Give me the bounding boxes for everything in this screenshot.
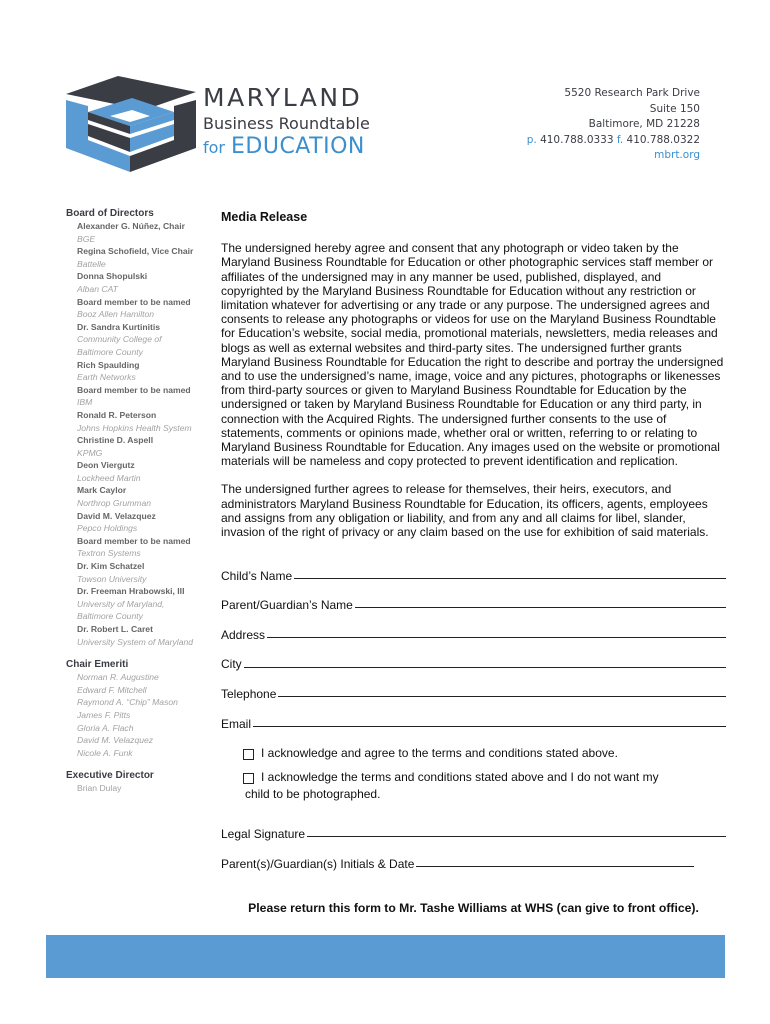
telephone-label: Telephone xyxy=(221,687,277,702)
board-member-affiliation: Pepco Holdings xyxy=(77,523,138,534)
media-release-form xyxy=(221,210,726,871)
website-link[interactable]: mbrt.org xyxy=(654,149,700,162)
board-member-affiliation: Booz Allen Hamilton xyxy=(77,309,155,320)
emeritus-name: James F. Pitts xyxy=(77,709,131,720)
contact-block xyxy=(527,86,700,164)
sidebar xyxy=(66,207,206,795)
board-heading: Board of Directors xyxy=(66,208,154,219)
phone-number: 410.788.0333 xyxy=(540,133,614,146)
exec-heading: Executive Director xyxy=(66,770,154,782)
board-member-affiliation: Northrop Grumman xyxy=(77,498,152,509)
decline-label-line2: child to be photographed. xyxy=(245,786,381,801)
decline-label-line1: I acknowledge the terms and conditions stated above and I do not want my xyxy=(261,769,659,784)
guardian-name-line[interactable] xyxy=(355,595,726,608)
board-member-affiliation: Earth Networks xyxy=(77,372,136,383)
org-name-for: for xyxy=(203,138,225,157)
board-member-name: Regina Schofield, Vice Chair xyxy=(77,246,194,257)
footer-bar xyxy=(46,935,725,978)
street-address: 5520 Research Park Drive xyxy=(564,87,700,99)
board-member-name: Rich Spaulding xyxy=(77,359,140,370)
decline-checkbox-row[interactable] xyxy=(243,771,726,803)
emeritus-name: Nicole A. Funk xyxy=(77,747,133,758)
board-member-affiliation: BGE xyxy=(77,233,96,244)
city-line[interactable] xyxy=(244,655,726,668)
board-member-name: Board member to be named xyxy=(77,535,191,546)
city-state-zip: Baltimore, MD 21228 xyxy=(588,118,700,131)
board-member-name: Dr. Robert L. Caret xyxy=(77,624,153,634)
emeritus-name: Raymond A. “Chip” Mason xyxy=(77,697,178,708)
guardian-name-field[interactable] xyxy=(221,583,726,613)
board-member-affiliation: Alban CAT xyxy=(77,283,118,294)
suite: Suite 150 xyxy=(649,102,700,115)
agree-checkbox-row[interactable] xyxy=(243,747,726,762)
child-name-line[interactable] xyxy=(294,566,726,579)
board-member-name: Dr. Freeman Hrabowski, III xyxy=(77,586,185,597)
org-name-line2: Business Roundtable xyxy=(203,114,370,133)
address-field[interactable] xyxy=(221,612,726,642)
board-member-name: Dr. Sandra Kurtinitis xyxy=(77,321,161,332)
agree-checkbox[interactable] xyxy=(243,749,254,760)
city-field[interactable] xyxy=(221,642,726,672)
board-member-affiliation: Community College of xyxy=(77,334,162,345)
board-member-affiliation: KPMG xyxy=(77,447,103,458)
board-member-name: Christine D. Aspell xyxy=(77,435,154,446)
decline-checkbox[interactable] xyxy=(243,773,254,784)
board-member-name: David M. Velazquez xyxy=(77,510,156,521)
board-member-affiliation: Textron Systems xyxy=(77,548,141,559)
phone-fax-line xyxy=(527,133,700,149)
org-name-education: EDUCATION xyxy=(231,134,365,159)
board-member-affiliation: University System of Maryland xyxy=(77,636,194,647)
legal-signature-field[interactable] xyxy=(221,812,726,842)
legal-signature-line[interactable] xyxy=(307,824,726,837)
board-member-name: Board member to be named xyxy=(77,296,191,307)
emeritus-name: David M. Velazquez xyxy=(77,735,154,746)
city-label: City xyxy=(221,657,242,672)
return-instructions: Please return this form to Mr. Tashe Williams at WHS (can give to front office). xyxy=(248,901,699,915)
fax-label: f. xyxy=(616,133,624,146)
agree-checkbox-label: I acknowledge and agree to the terms and conditions stated above. xyxy=(261,745,618,760)
board-member-affiliation: Baltimore County xyxy=(77,611,143,622)
board-member-affiliation: Baltimore County xyxy=(77,346,143,357)
child-name-field[interactable] xyxy=(221,553,726,583)
exec-name: Brian Dulay xyxy=(77,783,122,794)
telephone-field[interactable] xyxy=(221,672,726,702)
telephone-line[interactable] xyxy=(278,684,726,697)
child-name-label: Child’s Name xyxy=(221,568,293,583)
board-member-affiliation: Towson University xyxy=(77,573,147,584)
consent-checkboxes xyxy=(221,747,726,803)
board-member-name: Deon Viergutz xyxy=(77,460,135,471)
signature-fields xyxy=(221,812,726,871)
emeriti-list xyxy=(66,671,206,759)
paragraph-consent: The undersigned hereby agree and consent that any photograph or video taken by the Maryland Business Roundtable for Education or other photographic services staff member or affiliates of the undersigned may in any manner be used, published, displayed, and copyrighted by the Maryland Business Roundtable for Education without any restriction or limitation whatever for advertising or any trade or any purpose. The undersigned agrees and consents to release any photographs or videos for use on the Maryland Business Roundtable for Education’s website, social media, promotional materials, newsletters, media releases and blogs as well as external websites and third-party sites. The undersigned further grants Maryland Business Roundtable for Education the right to describe and portray the undersigned and to use the undersigned’s name, image, voice and any pictures, photographs or likenesses from third-party sources or given to Maryland Business Roundtable for Education by the undersigned or taken by Maryland Business Roundtable for Education or any third party, in connection with the Acquired Rights. The undersigned further consents to the use of statements, comments or opinions made, whether oral or written, referring to or relating to Maryland Business Roundtable for Education. Any images used on the website or promotional materials will be nameless and copy protected to prevent identification and replication. xyxy=(221,241,724,469)
board-member-name: Alexander G. Núñez, Chair xyxy=(77,221,185,231)
board-member-affiliation: IBM xyxy=(77,397,93,408)
board-member-affiliation: University of Maryland, xyxy=(77,598,165,609)
board-member-name: Dr. Kim Schatzel xyxy=(77,561,145,572)
address-line[interactable] xyxy=(267,625,726,638)
initials-date-line[interactable] xyxy=(416,854,694,867)
email-line[interactable] xyxy=(253,714,726,727)
fax-number: 410.788.0322 xyxy=(626,133,700,146)
legal-signature-label: Legal Signature xyxy=(221,827,306,842)
board-member-affiliation: Lockheed Martin xyxy=(77,472,141,483)
board-member-affiliation: Battelle xyxy=(77,258,106,269)
initials-date-field[interactable] xyxy=(221,841,726,871)
board-list xyxy=(66,220,206,648)
emeritus-name: Edward F. Mitchell xyxy=(77,684,147,695)
board-member-name: Mark Caylor xyxy=(77,485,127,496)
paragraph-release: The undersigned further agrees to release for themselves, their heirs, executors, and administrators Maryland Business Roundtable for Education, its officers, agents, employees and assigns from any obligation or liability, and from any and all claims for libel, slander, invasion of the right of privacy or any claim based on the use for exhibition of said materials. xyxy=(221,482,709,540)
decline-checkbox-label xyxy=(245,769,659,803)
page-title: Media Release xyxy=(221,210,308,224)
emeritus-name: Gloria A. Flach xyxy=(77,722,134,733)
emeriti-heading: Chair Emeriti xyxy=(66,659,129,671)
emeritus-name: Norman R. Augustine xyxy=(77,672,159,683)
address-label: Address xyxy=(221,627,266,642)
contact-fields xyxy=(221,553,726,731)
org-wordmark xyxy=(203,84,370,162)
mortarboard-hexagon-icon xyxy=(66,76,196,172)
board-member-name: Donna Shopulski xyxy=(77,271,148,282)
phone-label: p. xyxy=(526,133,537,146)
initials-date-label: Parent(s)/Guardian(s) Initials & Date xyxy=(221,856,415,871)
guardian-name-label: Parent/Guardian’s Name xyxy=(221,598,353,613)
board-member-affiliation: Johns Hopkins Health System xyxy=(77,422,192,433)
org-name-line1: MARYLAND xyxy=(203,83,363,112)
email-field[interactable] xyxy=(221,701,726,731)
email-label: Email xyxy=(221,716,252,731)
board-member-name: Ronald R. Peterson xyxy=(77,409,157,420)
board-member-name: Board member to be named xyxy=(77,384,191,395)
